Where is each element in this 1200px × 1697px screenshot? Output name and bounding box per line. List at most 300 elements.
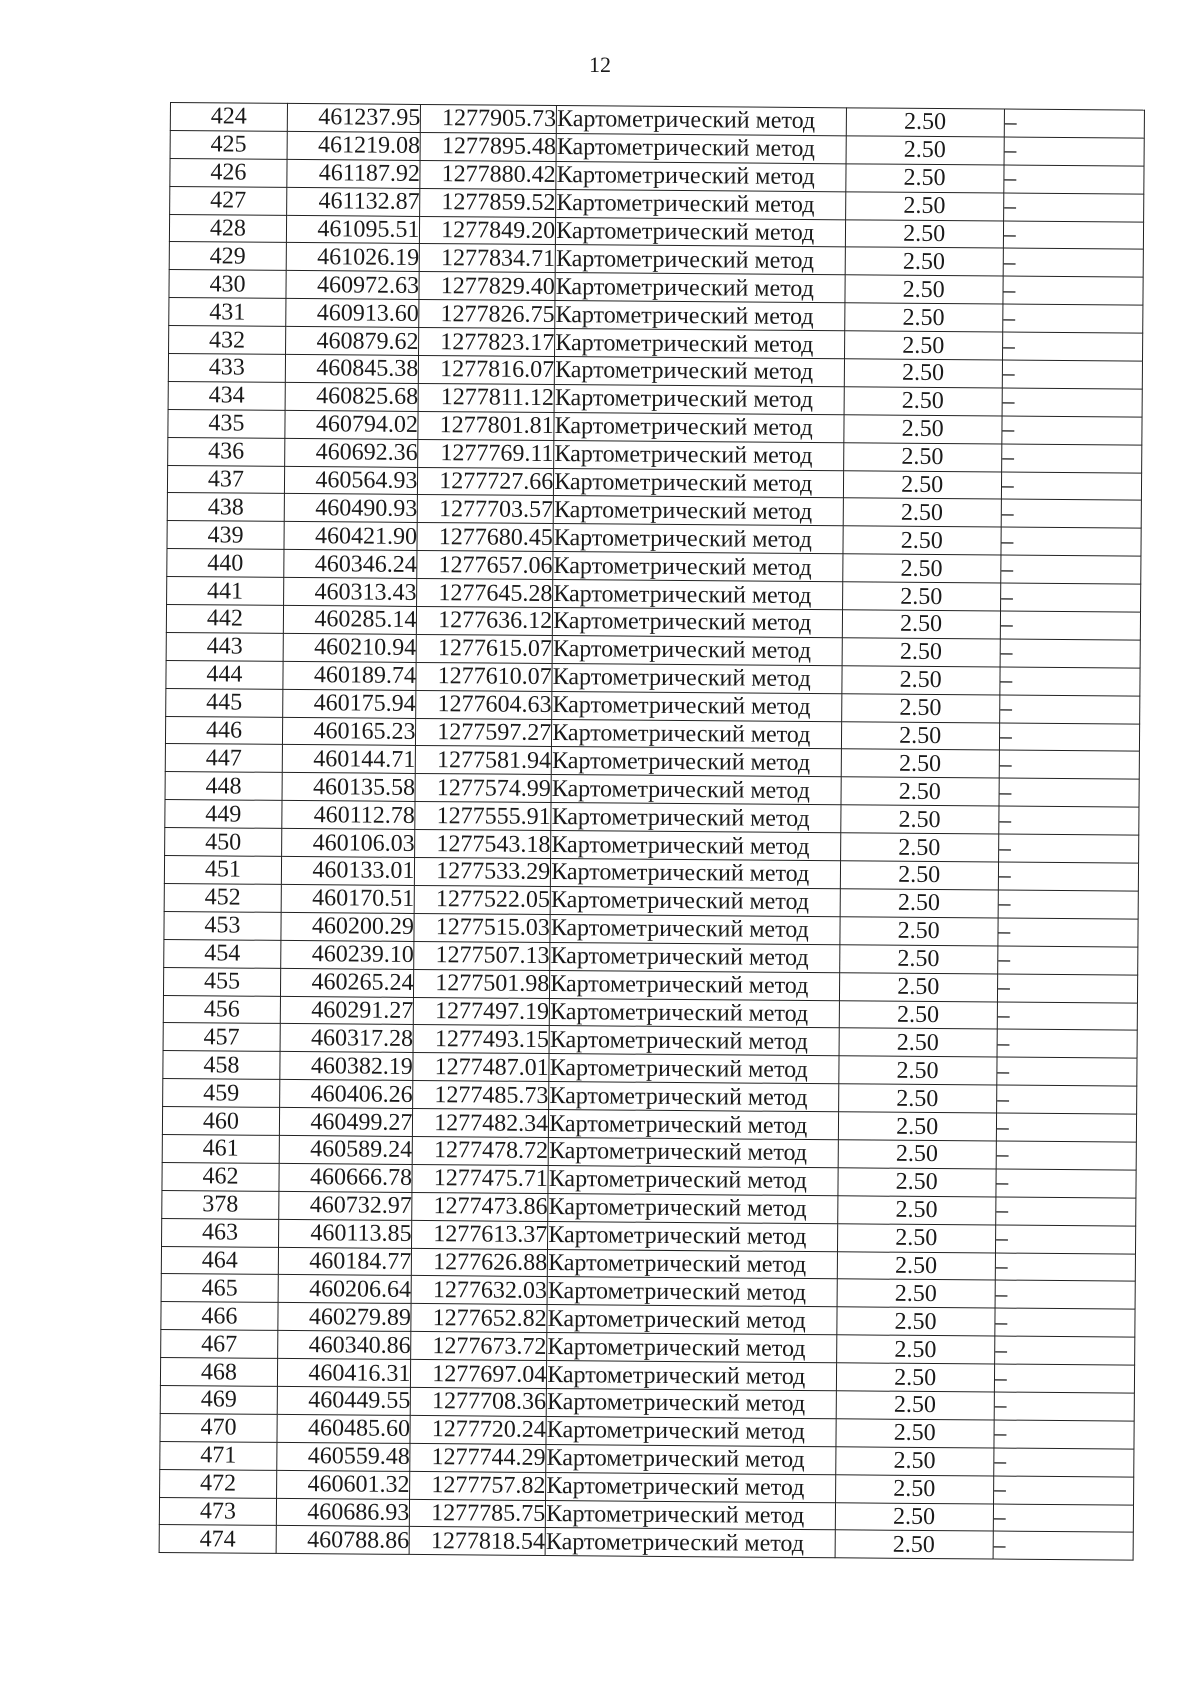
point-number-cell: 458 bbox=[163, 1051, 280, 1080]
method-cell: Картометрический метод bbox=[553, 580, 843, 610]
method-cell: Картометрический метод bbox=[550, 942, 840, 972]
note-cell: – bbox=[1002, 388, 1143, 417]
coordinates-table-body bbox=[159, 103, 1144, 1561]
method-cell: Картометрический метод bbox=[547, 1305, 837, 1335]
note-cell: – bbox=[993, 1504, 1134, 1533]
accuracy-cell: 2.50 bbox=[842, 582, 1000, 611]
x-coordinate-cell: 461026.19 bbox=[286, 243, 420, 272]
accuracy-cell: 2.50 bbox=[837, 1251, 995, 1280]
method-cell: Картометрический метод bbox=[556, 161, 846, 191]
note-cell: – bbox=[999, 751, 1140, 780]
point-number-cell: 424 bbox=[170, 103, 287, 132]
x-coordinate-cell: 460972.63 bbox=[286, 271, 420, 300]
note-cell: – bbox=[1001, 527, 1142, 556]
page-number: 12 bbox=[589, 52, 611, 77]
note-cell: – bbox=[1000, 583, 1141, 612]
x-coordinate-cell: 460666.78 bbox=[279, 1163, 413, 1192]
method-cell: Картометрический метод bbox=[551, 803, 841, 833]
method-cell: Картометрический метод bbox=[554, 468, 844, 498]
note-cell: – bbox=[1002, 332, 1143, 361]
accuracy-cell: 2.50 bbox=[846, 136, 1004, 165]
note-cell: – bbox=[995, 1308, 1136, 1337]
y-coordinate-cell: 1277849.20 bbox=[420, 216, 556, 245]
y-coordinate-cell: 1277487.01 bbox=[413, 1053, 549, 1082]
point-number-cell: 427 bbox=[170, 186, 287, 215]
point-number-cell: 465 bbox=[161, 1274, 278, 1303]
note-cell: – bbox=[997, 1029, 1138, 1058]
method-cell: Картометрический метод bbox=[550, 914, 840, 944]
method-cell: Картометрический метод bbox=[549, 1082, 839, 1112]
point-number-cell: 452 bbox=[164, 883, 281, 912]
method-cell: Картометрический метод bbox=[548, 1137, 838, 1167]
y-coordinate-cell: 1277501.98 bbox=[414, 969, 550, 998]
accuracy-cell: 2.50 bbox=[842, 554, 1000, 583]
method-cell: Картометрический метод bbox=[555, 301, 845, 331]
note-cell: – bbox=[997, 1057, 1138, 1086]
note-cell: – bbox=[1003, 221, 1144, 250]
y-coordinate-cell: 1277604.63 bbox=[416, 690, 552, 719]
point-number-cell: 474 bbox=[159, 1525, 276, 1554]
accuracy-cell: 2.50 bbox=[841, 777, 999, 806]
note-cell: – bbox=[999, 778, 1140, 807]
x-coordinate-cell: 460175.94 bbox=[283, 689, 417, 718]
accuracy-cell: 2.50 bbox=[844, 387, 1002, 416]
x-coordinate-cell: 461219.08 bbox=[287, 131, 421, 160]
x-coordinate-cell: 460421.90 bbox=[284, 522, 418, 551]
y-coordinate-cell: 1277515.03 bbox=[414, 913, 550, 942]
method-cell: Картометрический метод bbox=[546, 1500, 836, 1530]
note-cell: – bbox=[994, 1336, 1135, 1365]
point-number-cell: 431 bbox=[169, 298, 286, 327]
accuracy-cell: 2.50 bbox=[838, 1084, 996, 1113]
note-cell: – bbox=[1001, 500, 1142, 529]
x-coordinate-cell: 460601.32 bbox=[276, 1470, 410, 1499]
y-coordinate-cell: 1277703.57 bbox=[418, 495, 554, 524]
x-coordinate-cell: 460144.71 bbox=[282, 745, 416, 774]
accuracy-cell: 2.50 bbox=[841, 749, 999, 778]
y-coordinate-cell: 1277626.88 bbox=[412, 1248, 548, 1277]
x-coordinate-cell: 460279.89 bbox=[278, 1303, 412, 1332]
point-number-cell: 425 bbox=[170, 130, 287, 159]
method-cell: Картометрический метод bbox=[548, 1193, 838, 1223]
point-number-cell: 454 bbox=[164, 939, 281, 968]
method-cell: Картометрический метод bbox=[553, 524, 843, 554]
x-coordinate-cell: 460732.97 bbox=[279, 1191, 413, 1220]
method-cell: Картометрический метод bbox=[555, 273, 845, 303]
accuracy-cell: 2.50 bbox=[843, 470, 1001, 499]
note-cell: – bbox=[1000, 667, 1141, 696]
x-coordinate-cell: 460406.26 bbox=[279, 1080, 413, 1109]
x-coordinate-cell: 460913.60 bbox=[286, 299, 420, 328]
method-cell: Картометрический метод bbox=[549, 1110, 839, 1140]
note-cell: – bbox=[998, 862, 1139, 891]
method-cell: Картометрический метод bbox=[556, 133, 846, 163]
note-cell: – bbox=[996, 1113, 1137, 1142]
method-cell: Картометрический метод bbox=[548, 1221, 838, 1251]
point-number-cell: 464 bbox=[161, 1246, 278, 1275]
x-coordinate-cell: 460133.01 bbox=[281, 856, 415, 885]
x-coordinate-cell: 460112.78 bbox=[282, 801, 416, 830]
point-number-cell: 445 bbox=[166, 688, 283, 717]
accuracy-cell: 2.50 bbox=[838, 1056, 996, 1085]
x-coordinate-cell: 460686.93 bbox=[276, 1498, 410, 1527]
accuracy-cell: 2.50 bbox=[845, 275, 1003, 304]
method-cell: Картометрический метод bbox=[551, 775, 841, 805]
note-cell: – bbox=[996, 1085, 1137, 1114]
y-coordinate-cell: 1277475.71 bbox=[412, 1164, 548, 1193]
accuracy-cell: 2.50 bbox=[841, 693, 999, 722]
method-cell: Картометрический метод bbox=[545, 1528, 835, 1558]
note-cell: – bbox=[998, 890, 1139, 919]
point-number-cell: 428 bbox=[169, 214, 286, 243]
x-coordinate-cell: 461187.92 bbox=[287, 159, 421, 188]
point-number-cell: 472 bbox=[160, 1469, 277, 1498]
accuracy-cell: 2.50 bbox=[839, 1000, 997, 1029]
x-coordinate-cell: 460485.60 bbox=[277, 1414, 411, 1443]
method-cell: Картометрический метод bbox=[549, 998, 839, 1028]
y-coordinate-cell: 1277482.34 bbox=[413, 1109, 549, 1138]
method-cell: Картометрический метод bbox=[547, 1361, 837, 1391]
point-number-cell: 444 bbox=[166, 660, 283, 689]
method-cell: Картометрический метод bbox=[552, 663, 842, 693]
point-number-cell: 453 bbox=[164, 911, 281, 940]
point-number-cell: 438 bbox=[167, 493, 284, 522]
point-number-cell: 455 bbox=[163, 967, 280, 996]
note-cell: – bbox=[1004, 165, 1145, 194]
note-cell: – bbox=[993, 1531, 1134, 1560]
y-coordinate-cell: 1277636.12 bbox=[417, 606, 553, 635]
note-cell: – bbox=[1000, 639, 1141, 668]
y-coordinate-cell: 1277497.19 bbox=[414, 997, 550, 1026]
y-coordinate-cell: 1277632.03 bbox=[412, 1276, 548, 1305]
y-coordinate-cell: 1277744.29 bbox=[410, 1443, 546, 1472]
y-coordinate-cell: 1277473.86 bbox=[412, 1192, 548, 1221]
point-number-cell: 471 bbox=[160, 1441, 277, 1470]
accuracy-cell: 2.50 bbox=[842, 666, 1000, 695]
y-coordinate-cell: 1277834.71 bbox=[420, 244, 556, 273]
method-cell: Картометрический метод bbox=[547, 1333, 837, 1363]
x-coordinate-cell: 460113.85 bbox=[278, 1219, 412, 1248]
accuracy-cell: 2.50 bbox=[837, 1279, 995, 1308]
y-coordinate-cell: 1277615.07 bbox=[417, 634, 553, 663]
note-cell: – bbox=[994, 1392, 1135, 1421]
method-cell: Картометрический метод bbox=[552, 635, 842, 665]
x-coordinate-cell: 460210.94 bbox=[283, 633, 417, 662]
y-coordinate-cell: 1277895.48 bbox=[420, 132, 556, 161]
point-number-cell: 437 bbox=[167, 465, 284, 494]
y-coordinate-cell: 1277610.07 bbox=[416, 662, 552, 691]
x-coordinate-cell: 460239.10 bbox=[281, 940, 415, 969]
accuracy-cell: 2.50 bbox=[845, 191, 1003, 220]
point-number-cell: 441 bbox=[167, 577, 284, 606]
y-coordinate-cell: 1277818.54 bbox=[410, 1527, 546, 1556]
y-coordinate-cell: 1277811.12 bbox=[419, 383, 555, 412]
note-cell: – bbox=[998, 834, 1139, 863]
x-coordinate-cell: 460559.48 bbox=[277, 1442, 411, 1471]
method-cell: Картометрический метод bbox=[546, 1472, 836, 1502]
x-coordinate-cell: 460845.38 bbox=[285, 354, 419, 383]
x-coordinate-cell: 460794.02 bbox=[285, 410, 419, 439]
x-coordinate-cell: 460170.51 bbox=[281, 884, 415, 913]
x-coordinate-cell: 460499.27 bbox=[279, 1107, 413, 1136]
x-coordinate-cell: 460589.24 bbox=[279, 1135, 413, 1164]
accuracy-cell: 2.50 bbox=[836, 1307, 994, 1336]
y-coordinate-cell: 1277613.37 bbox=[412, 1220, 548, 1249]
x-coordinate-cell: 461095.51 bbox=[286, 215, 420, 244]
x-coordinate-cell: 460184.77 bbox=[278, 1247, 412, 1276]
method-cell: Картометрический метод bbox=[551, 831, 841, 861]
x-coordinate-cell: 460449.55 bbox=[277, 1386, 411, 1415]
x-coordinate-cell: 460200.29 bbox=[281, 912, 415, 941]
note-cell: – bbox=[1003, 193, 1144, 222]
accuracy-cell: 2.50 bbox=[844, 303, 1002, 332]
method-cell: Картометрический метод bbox=[556, 189, 846, 219]
y-coordinate-cell: 1277555.91 bbox=[415, 802, 551, 831]
y-coordinate-cell: 1277826.75 bbox=[419, 300, 555, 329]
method-cell: Картометрический метод bbox=[551, 859, 841, 889]
accuracy-cell: 2.50 bbox=[840, 889, 998, 918]
accuracy-cell: 2.50 bbox=[835, 1474, 993, 1503]
method-cell: Картометрический метод bbox=[556, 106, 846, 136]
x-coordinate-cell: 460135.58 bbox=[282, 773, 416, 802]
accuracy-cell: 2.50 bbox=[846, 108, 1004, 137]
point-number-cell: 462 bbox=[162, 1162, 279, 1191]
x-coordinate-cell: 460382.19 bbox=[280, 1052, 414, 1081]
y-coordinate-cell: 1277697.04 bbox=[411, 1360, 547, 1389]
accuracy-cell: 2.50 bbox=[842, 610, 1000, 639]
method-cell: Картометрический метод bbox=[549, 1026, 839, 1056]
note-cell: – bbox=[995, 1253, 1136, 1282]
x-coordinate-cell: 460317.28 bbox=[280, 1024, 414, 1053]
point-number-cell: 459 bbox=[163, 1079, 280, 1108]
x-coordinate-cell: 460564.93 bbox=[284, 466, 418, 495]
accuracy-cell: 2.50 bbox=[845, 219, 1003, 248]
point-number-cell: 448 bbox=[165, 772, 282, 801]
x-coordinate-cell: 460788.86 bbox=[276, 1526, 410, 1555]
point-number-cell: 457 bbox=[163, 1023, 280, 1052]
note-cell: – bbox=[993, 1448, 1134, 1477]
accuracy-cell: 2.50 bbox=[836, 1363, 994, 1392]
note-cell: – bbox=[996, 1141, 1137, 1170]
accuracy-cell: 2.50 bbox=[835, 1530, 993, 1559]
point-number-cell: 470 bbox=[160, 1413, 277, 1442]
accuracy-cell: 2.50 bbox=[839, 972, 997, 1001]
note-cell: – bbox=[995, 1280, 1136, 1309]
accuracy-cell: 2.50 bbox=[838, 1168, 996, 1197]
point-number-cell: 473 bbox=[159, 1497, 276, 1526]
x-coordinate-cell: 460416.31 bbox=[277, 1358, 411, 1387]
point-number-cell: 450 bbox=[165, 828, 282, 857]
method-cell: Картометрический метод bbox=[554, 440, 844, 470]
point-number-cell: 378 bbox=[162, 1190, 279, 1219]
accuracy-cell: 2.50 bbox=[840, 833, 998, 862]
method-cell: Картометрический метод bbox=[546, 1416, 836, 1446]
accuracy-cell: 2.50 bbox=[838, 1140, 996, 1169]
note-cell: – bbox=[999, 723, 1140, 752]
point-number-cell: 436 bbox=[168, 437, 285, 466]
y-coordinate-cell: 1277823.17 bbox=[419, 328, 555, 357]
y-coordinate-cell: 1277478.72 bbox=[413, 1136, 549, 1165]
accuracy-cell: 2.50 bbox=[840, 805, 998, 834]
point-number-cell: 469 bbox=[160, 1385, 277, 1414]
method-cell: Картометрический метод bbox=[556, 217, 846, 247]
note-cell: – bbox=[1002, 304, 1143, 333]
accuracy-cell: 2.50 bbox=[835, 1502, 993, 1531]
y-coordinate-cell: 1277905.73 bbox=[421, 104, 557, 133]
point-number-cell: 466 bbox=[161, 1302, 278, 1331]
accuracy-cell: 2.50 bbox=[835, 1447, 993, 1476]
accuracy-cell: 2.50 bbox=[844, 331, 1002, 360]
y-coordinate-cell: 1277816.07 bbox=[419, 355, 555, 384]
accuracy-cell: 2.50 bbox=[843, 442, 1001, 471]
accuracy-cell: 2.50 bbox=[840, 917, 998, 946]
x-coordinate-cell: 460313.43 bbox=[283, 578, 417, 607]
note-cell: – bbox=[995, 1225, 1136, 1254]
method-cell: Картометрический метод bbox=[550, 886, 840, 916]
note-cell: – bbox=[998, 918, 1139, 947]
y-coordinate-cell: 1277507.13 bbox=[414, 941, 550, 970]
point-number-cell: 467 bbox=[161, 1330, 278, 1359]
point-number-cell: 429 bbox=[169, 242, 286, 271]
y-coordinate-cell: 1277829.40 bbox=[419, 272, 555, 301]
method-cell: Картометрический метод bbox=[554, 384, 844, 414]
method-cell: Картометрический метод bbox=[553, 552, 843, 582]
note-cell: – bbox=[995, 1197, 1136, 1226]
note-cell: – bbox=[1001, 472, 1142, 501]
y-coordinate-cell: 1277652.82 bbox=[411, 1304, 547, 1333]
point-number-cell: 433 bbox=[168, 354, 285, 383]
y-coordinate-cell: 1277859.52 bbox=[420, 188, 556, 217]
method-cell: Картометрический метод bbox=[550, 970, 840, 1000]
y-coordinate-cell: 1277645.28 bbox=[417, 579, 553, 608]
note-cell: – bbox=[1002, 360, 1143, 389]
point-number-cell: 468 bbox=[160, 1358, 277, 1387]
method-cell: Картометрический метод bbox=[552, 719, 842, 749]
note-cell: – bbox=[1001, 444, 1142, 473]
y-coordinate-cell: 1277708.36 bbox=[411, 1387, 547, 1416]
accuracy-cell: 2.50 bbox=[845, 247, 1003, 276]
point-number-cell: 451 bbox=[164, 856, 281, 885]
method-cell: Картометрический метод bbox=[552, 691, 842, 721]
note-cell: – bbox=[1002, 416, 1143, 445]
note-cell: – bbox=[996, 1169, 1137, 1198]
y-coordinate-cell: 1277574.99 bbox=[415, 774, 551, 803]
x-coordinate-cell: 461132.87 bbox=[286, 187, 420, 216]
method-cell: Картометрический метод bbox=[546, 1388, 836, 1418]
note-cell: – bbox=[994, 1420, 1135, 1449]
method-cell: Картометрический метод bbox=[549, 1054, 839, 1084]
x-coordinate-cell: 460825.68 bbox=[285, 382, 419, 411]
note-cell: – bbox=[997, 1002, 1138, 1031]
coordinates-table bbox=[159, 102, 1145, 1561]
y-coordinate-cell: 1277493.15 bbox=[413, 1025, 549, 1054]
point-number-cell: 460 bbox=[162, 1107, 279, 1136]
note-cell: – bbox=[1003, 276, 1144, 305]
accuracy-cell: 2.50 bbox=[841, 721, 999, 750]
note-cell: – bbox=[999, 695, 1140, 724]
method-cell: Картометрический метод bbox=[553, 608, 843, 638]
x-coordinate-cell: 460692.36 bbox=[285, 438, 419, 467]
accuracy-cell: 2.50 bbox=[844, 359, 1002, 388]
accuracy-cell: 2.50 bbox=[843, 526, 1001, 555]
note-cell: – bbox=[997, 974, 1138, 1003]
method-cell: Картометрический метод bbox=[547, 1277, 837, 1307]
y-coordinate-cell: 1277485.73 bbox=[413, 1081, 549, 1110]
accuracy-cell: 2.50 bbox=[836, 1419, 994, 1448]
y-coordinate-cell: 1277880.42 bbox=[420, 160, 556, 189]
y-coordinate-cell: 1277522.05 bbox=[415, 885, 551, 914]
point-number-cell: 449 bbox=[165, 800, 282, 829]
point-number-cell: 447 bbox=[165, 744, 282, 773]
accuracy-cell: 2.50 bbox=[839, 1028, 997, 1057]
accuracy-cell: 2.50 bbox=[843, 498, 1001, 527]
method-cell: Картометрический метод bbox=[553, 496, 843, 526]
y-coordinate-cell: 1277769.11 bbox=[418, 439, 554, 468]
method-cell: Картометрический метод bbox=[554, 412, 844, 442]
method-cell: Картометрический метод bbox=[551, 747, 841, 777]
point-number-cell: 461 bbox=[162, 1134, 279, 1163]
point-number-cell: 443 bbox=[166, 632, 283, 661]
x-coordinate-cell: 460165.23 bbox=[282, 717, 416, 746]
method-cell: Картометрический метод bbox=[548, 1249, 838, 1279]
note-cell: – bbox=[1003, 249, 1144, 278]
point-number-cell: 430 bbox=[169, 270, 286, 299]
x-coordinate-cell: 460340.86 bbox=[278, 1331, 412, 1360]
method-cell: Картометрический метод bbox=[546, 1444, 836, 1474]
y-coordinate-cell: 1277801.81 bbox=[418, 411, 554, 440]
x-coordinate-cell: 460346.24 bbox=[284, 550, 418, 579]
x-coordinate-cell: 460879.62 bbox=[285, 327, 419, 356]
point-number-cell: 456 bbox=[163, 995, 280, 1024]
note-cell: – bbox=[993, 1476, 1134, 1505]
accuracy-cell: 2.50 bbox=[843, 415, 1001, 444]
y-coordinate-cell: 1277543.18 bbox=[415, 830, 551, 859]
x-coordinate-cell: 461237.95 bbox=[287, 103, 421, 132]
point-number-cell: 446 bbox=[165, 716, 282, 745]
note-cell: – bbox=[997, 946, 1138, 975]
x-coordinate-cell: 460106.03 bbox=[281, 829, 415, 858]
method-cell: Картометрический метод bbox=[548, 1165, 838, 1195]
accuracy-cell: 2.50 bbox=[842, 638, 1000, 667]
y-coordinate-cell: 1277785.75 bbox=[410, 1499, 546, 1528]
accuracy-cell: 2.50 bbox=[837, 1223, 995, 1252]
accuracy-cell: 2.50 bbox=[845, 164, 1003, 193]
x-coordinate-cell: 460265.24 bbox=[280, 968, 414, 997]
accuracy-cell: 2.50 bbox=[836, 1335, 994, 1364]
y-coordinate-cell: 1277680.45 bbox=[417, 523, 553, 552]
accuracy-cell: 2.50 bbox=[838, 1112, 996, 1141]
point-number-cell: 442 bbox=[166, 605, 283, 634]
y-coordinate-cell: 1277533.29 bbox=[415, 857, 551, 886]
accuracy-cell: 2.50 bbox=[836, 1391, 994, 1420]
point-number-cell: 463 bbox=[162, 1218, 279, 1247]
y-coordinate-cell: 1277757.82 bbox=[410, 1471, 546, 1500]
y-coordinate-cell: 1277727.66 bbox=[418, 467, 554, 496]
note-cell: – bbox=[1004, 137, 1145, 166]
x-coordinate-cell: 460291.27 bbox=[280, 996, 414, 1025]
point-number-cell: 432 bbox=[169, 326, 286, 355]
note-cell: – bbox=[1000, 611, 1141, 640]
accuracy-cell: 2.50 bbox=[837, 1196, 995, 1225]
y-coordinate-cell: 1277581.94 bbox=[416, 746, 552, 775]
point-number-cell: 434 bbox=[168, 381, 285, 410]
y-coordinate-cell: 1277597.27 bbox=[416, 718, 552, 747]
x-coordinate-cell: 460490.93 bbox=[284, 494, 418, 523]
note-cell: – bbox=[1004, 109, 1145, 138]
point-number-cell: 426 bbox=[170, 158, 287, 187]
accuracy-cell: 2.50 bbox=[839, 945, 997, 974]
note-cell: – bbox=[1000, 555, 1141, 584]
